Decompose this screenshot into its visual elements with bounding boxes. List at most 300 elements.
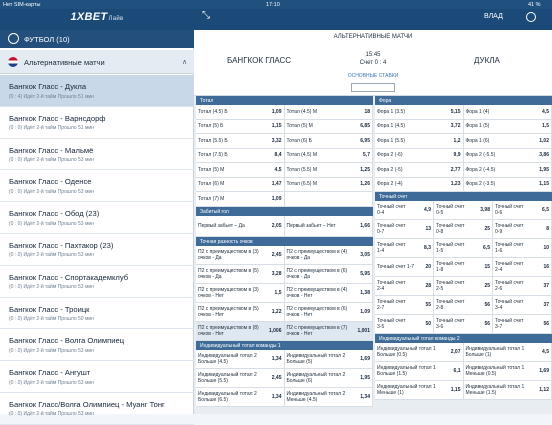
match-list (0, 75, 194, 425)
odds-row (375, 296, 552, 315)
odds-cell[interactable] (375, 163, 464, 177)
bet-name: Точный счет 3-7 (495, 318, 523, 330)
bet-coefficient: 3,32 (272, 138, 282, 144)
match-status: (0 : 4) Идёт 2-й тайм Прошло 51 мин (9, 94, 94, 100)
odds-cell[interactable] (375, 362, 464, 380)
flag-icon (8, 57, 18, 67)
match-title: Бангкок Гласс - Обод (23) (9, 209, 99, 218)
bet-coefficient: 5,95 (360, 271, 370, 277)
bet-coefficient: 1,02 (539, 138, 549, 144)
bet-coefficient: 1,5 (542, 123, 549, 129)
odds-row (196, 149, 373, 164)
bet-coefficient: 8,3 (424, 245, 431, 251)
bet-name: П2 с преимуществом в (8) очков - Нет (198, 325, 259, 337)
odds-cell[interactable] (464, 343, 552, 361)
odds-cell[interactable] (434, 220, 493, 238)
bet-name: Тотал (5) М (198, 167, 224, 173)
odds-cell[interactable] (464, 120, 552, 134)
user-name[interactable]: ВЛАД (484, 13, 503, 20)
bet-name: Тотал (4.5) Б (198, 109, 228, 115)
bet-name: Тотал (6.5) М (287, 181, 318, 187)
bet-name: П2 с преимуществом в (3) очков - Да (198, 249, 259, 261)
bet-name: Тотал (7.5) Б (198, 152, 228, 158)
bet-name: Фора 2 (-3.5) (466, 181, 496, 187)
team2-name: ДУКЛА (474, 56, 500, 65)
odds-cell[interactable] (196, 369, 285, 387)
odds-cell[interactable] (464, 362, 552, 380)
odds-cell[interactable] (434, 258, 493, 276)
logo-suffix: Лайв (108, 16, 123, 22)
bet-name: Точный счет 3-4 (495, 299, 523, 311)
odds-cell[interactable] (493, 277, 552, 295)
bet-coefficient: 37 (543, 302, 549, 308)
market-section-header[interactable]: Забитый гол (196, 207, 373, 216)
odds-cell[interactable] (493, 201, 552, 219)
sport-header[interactable] (0, 30, 194, 48)
odds-cell[interactable] (493, 315, 552, 333)
bet-coefficient: 2,77 (451, 167, 461, 173)
championship-header[interactable] (0, 50, 194, 74)
match-status: (0 : 0) Идёт 2-й тайм Прошло 53 мин (9, 189, 94, 195)
odds-row (375, 120, 552, 135)
odds-cell[interactable] (375, 178, 464, 192)
bet-coefficient: 16 (543, 264, 549, 270)
bet-coefficient: 9,9 (454, 152, 461, 158)
bet-name: Точный счет 2-4 (495, 261, 523, 273)
championship-label: Альтернативные матчи (24, 58, 105, 67)
odds-cell[interactable] (375, 381, 464, 399)
match-list-item[interactable] (0, 266, 194, 298)
bet-name: Тотал (5.5) М (287, 167, 318, 173)
bet-coefficient: 6,95 (360, 138, 370, 144)
bet-name: Фора 1 (5) (466, 123, 490, 129)
odds-cell[interactable] (196, 134, 285, 148)
bet-name: Фора 1 (4.5) (377, 123, 405, 129)
bet-name: Точный счет 1-7 (377, 264, 414, 270)
bet-name: П2 с преимуществом в (4) очков - Нет (287, 287, 348, 299)
odds-row (375, 178, 552, 193)
bet-name: Точный счет 2-8 (436, 299, 464, 311)
bet-coefficient: 3,98 (480, 207, 490, 213)
odds-cell[interactable] (375, 239, 434, 257)
bet-name: Индивидуальный тотал 2 Больше (6) (287, 372, 346, 384)
bet-name: Фора 1 (5.5) (377, 138, 405, 144)
market-section-header[interactable]: Точная разность очков (196, 237, 373, 246)
bet-coefficient: 1,23 (451, 181, 461, 187)
bet-coefficient: 50 (425, 321, 431, 327)
bet-name: Индивидуальный тотал 2 Меньше (4.5) (287, 391, 346, 403)
bet-name: Тотал (7) М (198, 196, 224, 202)
bet-name: Точный счет 2-7 (377, 299, 405, 311)
match-title: Бангкок Гласс - Оденсе (9, 177, 92, 186)
bet-name: Фора 1 (6) (466, 138, 490, 144)
odds-cell[interactable] (493, 220, 552, 238)
bet-coefficient: 1,47 (272, 181, 282, 187)
chevron-up-icon[interactable]: ∧ (182, 58, 187, 66)
odds-cell[interactable] (493, 258, 552, 276)
bet-coefficient: 1,26 (360, 181, 370, 187)
odds-cell[interactable] (285, 246, 374, 264)
bet-coefficient: 20 (425, 264, 431, 270)
bet-coefficient: 2,45 (272, 252, 282, 258)
odds-column-left (196, 96, 373, 407)
bet-name: Индивидуальный тотал 2 Больше (5.5) (198, 372, 257, 384)
bet-name: Точный счет 0-9 (495, 223, 523, 235)
odds-row (375, 149, 552, 164)
odds-cell[interactable] (196, 149, 285, 163)
match-title: Бангкок Гласс - Мальмё (9, 146, 93, 155)
bet-coefficient: 25 (484, 283, 490, 289)
bet-name: П2 с преимуществом в (5) очков - Да (198, 268, 259, 280)
bet-name: Первый забьет – Нет (287, 223, 336, 229)
bet-name: Точный счет 0-8 (436, 223, 464, 235)
bet-coefficient: 3,72 (451, 123, 461, 129)
bet-name: Тотал (6) М (198, 181, 224, 187)
odds-cell[interactable] (285, 350, 374, 368)
odds-row (196, 322, 373, 341)
odds-cell[interactable] (196, 163, 285, 177)
bet-name: П2 с преимуществом в (6) очков - Нет (287, 306, 348, 318)
odds-cell[interactable] (375, 343, 464, 361)
odds-cell[interactable] (464, 178, 552, 192)
bet-coefficient: 1,001 (357, 328, 370, 334)
bet-coefficient: 1,34 (360, 394, 370, 400)
bet-name: Точный счет 3-6 (436, 318, 464, 330)
odds-row (375, 220, 552, 239)
odds-cell[interactable] (375, 201, 434, 219)
odds-cell[interactable] (434, 239, 493, 257)
odds-cell[interactable] (464, 163, 552, 177)
bet-coefficient: 1,38 (360, 290, 370, 296)
odds-cell[interactable] (285, 216, 374, 236)
bet-name: Индивидуальный тотал 2 Больше (5) (287, 353, 346, 365)
odds-cell[interactable] (285, 134, 374, 148)
bet-name: П2 с преимуществом в (6) очков - Да (287, 268, 348, 280)
match-title: Бангкок Гласс - Пахтакор (23) (9, 241, 113, 250)
bet-name: П2 с преимуществом в (3) очков - Нет (198, 287, 259, 299)
odds-row (196, 192, 373, 207)
market-section-header[interactable]: Точный счет (375, 192, 552, 201)
bet-coefficient: 1,12 (539, 387, 549, 393)
bet-coefficient: 1,95 (360, 375, 370, 381)
odds-cell[interactable] (196, 303, 285, 321)
user-icon[interactable] (526, 12, 536, 22)
match-status: (0 : 0) Идёт 2-й тайм Прошло 51 мин (9, 125, 94, 131)
odds-cell[interactable] (375, 134, 464, 148)
odds-cell[interactable] (375, 296, 434, 314)
bet-coefficient: 2,45 (272, 375, 282, 381)
bet-coefficient: 6,85 (360, 123, 370, 129)
odds-column-right (375, 96, 552, 400)
bet-coefficient: 1,09 (272, 109, 282, 115)
bet-name: Тотал (5) М (287, 123, 313, 129)
carrier-label: Нет SIM-карты (3, 2, 41, 8)
bet-name: Точный счет 3-5 (377, 318, 405, 330)
bet-coefficient: 2,05 (272, 223, 282, 229)
bet-coefficient: 1,5 (275, 290, 282, 296)
bet-name: Индивидуальный тотал 1 Меньше (1) (377, 384, 436, 396)
logo-brand: 1XBET (71, 11, 108, 23)
app-logo (0, 11, 194, 23)
odds-grid (194, 96, 552, 414)
match-list-item[interactable] (0, 234, 194, 266)
bet-coefficient: 1,22 (272, 309, 282, 315)
odds-cell[interactable] (285, 322, 374, 340)
match-title: Бангкок Гласс - Дукла (9, 82, 86, 91)
bet-coefficient: 56 (484, 302, 490, 308)
odds-row (375, 277, 552, 296)
odds-cell[interactable] (196, 322, 285, 340)
bet-name: Фора 2 (-5.5) (466, 152, 496, 158)
match-header (194, 30, 552, 96)
match-title: Бангкок Гласс - Ангушт (9, 368, 90, 377)
odds-cell[interactable] (434, 315, 493, 333)
bet-coefficient: 1,25 (360, 167, 370, 173)
market-section-header[interactable]: Тотал (196, 96, 373, 105)
odds-cell[interactable] (285, 303, 374, 321)
bet-coefficient: 4,5 (542, 349, 549, 355)
bet-name: Точный счет 1-6 (495, 242, 523, 254)
odds-cell[interactable] (375, 149, 464, 163)
bet-coefficient: 1,2 (454, 138, 461, 144)
bet-name: Точный счет 2-6 (495, 280, 523, 292)
odds-cell[interactable] (196, 120, 285, 134)
bet-coefficient: 1,69 (360, 356, 370, 362)
bet-coefficient: 37 (543, 283, 549, 289)
match-status: (0 : 0) Идёт 2-й тайм Прошло 53 мин (9, 221, 94, 227)
odds-cell[interactable] (285, 369, 374, 387)
match-title: Бангкок Гласс - Варнсдорф (9, 114, 106, 123)
odds-cell[interactable] (285, 105, 374, 119)
match-list-item[interactable] (0, 298, 194, 330)
bet-coefficient: 1,15 (272, 123, 282, 129)
odds-cell[interactable] (375, 105, 464, 119)
odds-cell[interactable] (375, 315, 434, 333)
collapse-icon[interactable]: ⤡ (202, 10, 210, 21)
bet-coefficient: 56 (484, 321, 490, 327)
odds-cell[interactable] (196, 216, 285, 236)
odds-cell[interactable] (285, 149, 374, 163)
bet-coefficient: 8 (546, 226, 549, 232)
odds-cell[interactable] (285, 178, 374, 192)
odds-row (196, 120, 373, 135)
match-list-item[interactable] (0, 393, 194, 425)
odds-cell[interactable] (434, 277, 493, 295)
bet-name: Фора 2 (-6) (377, 152, 402, 158)
bet-coefficient: 25 (484, 226, 490, 232)
match-list-item[interactable] (0, 139, 194, 171)
bet-coefficient: 3,28 (272, 271, 282, 277)
odds-row (375, 105, 552, 120)
bet-name: Индивидуальный тотал 1 Меньше (1.5) (466, 384, 525, 396)
odds-cell[interactable] (285, 120, 374, 134)
match-list-item[interactable] (0, 202, 194, 234)
odds-row (196, 216, 373, 237)
football-icon (8, 33, 19, 44)
match-status: (0 : 0) Идёт 2-й тайм Прошло 53 мин (9, 411, 94, 417)
market-section-header[interactable]: Фора (375, 96, 552, 105)
odds-cell[interactable] (196, 105, 285, 119)
odds-cell (285, 192, 374, 206)
team1-name: БАНГКОК ГЛАСС (227, 56, 291, 65)
bet-coefficient: 1,34 (272, 356, 282, 362)
bet-coefficient: 56 (543, 321, 549, 327)
odds-cell[interactable] (196, 178, 285, 192)
bet-name: Точный счет 2-5 (436, 280, 464, 292)
bet-coefficient: 1,09 (360, 309, 370, 315)
bet-coefficient: 3,86 (539, 152, 549, 158)
bet-coefficient: 5,7 (363, 152, 370, 158)
bet-name: Тотал (4.5) М (287, 109, 318, 115)
bet-name: Точный счет 0-4 (377, 204, 405, 216)
odds-cell[interactable] (434, 296, 493, 314)
bet-name: Точный счет 0-6 (495, 204, 523, 216)
bet-name: Индивидуальный тотал 1 Больше (1.5) (377, 365, 436, 377)
bet-name: Точный счет 1-5 (436, 242, 464, 254)
match-title: Бангкок Гласс - Спортакадемклуб (9, 273, 128, 282)
bet-coefficient: 1,15 (451, 387, 461, 393)
match-list-item[interactable] (0, 361, 194, 393)
odds-cell[interactable] (285, 388, 374, 406)
odds-cell[interactable] (375, 277, 434, 295)
bet-name: Точный счет 1-4 (377, 242, 405, 254)
match-list-item[interactable] (0, 107, 194, 139)
bet-name: Фора 1 (3.5) (377, 109, 405, 115)
odds-row (196, 246, 373, 265)
odds-cell[interactable] (434, 201, 493, 219)
bet-coefficient: 6,1 (454, 368, 461, 374)
match-status: (0 : 0) Идёт 2-й тайм Прошло 50 мин (9, 316, 94, 322)
odds-cell[interactable] (196, 350, 285, 368)
bet-name: Фора 1 (4) (466, 109, 490, 115)
bet-name: Фора 2 (-4.5) (466, 167, 496, 173)
odds-row (375, 362, 552, 381)
odds-row (196, 284, 373, 303)
odds-cell[interactable] (493, 296, 552, 314)
bet-name: П2 с преимуществом в (5) очков - Нет (198, 306, 259, 318)
bet-name: Индивидуальный тотал 1 Меньше (0.5) (466, 365, 525, 377)
odds-row (196, 105, 373, 120)
odds-row (196, 303, 373, 322)
bet-coefficient: 1,95 (539, 167, 549, 173)
bet-name: Фора 2 (-4) (377, 181, 402, 187)
odds-cell[interactable] (196, 284, 285, 302)
bet-name: Тотал (4.5) М (287, 152, 318, 158)
bet-name: Фора 2 (-5) (377, 167, 402, 173)
match-status: (0 : 0) Идёт 2-й тайм Прошло 53 мин (9, 157, 94, 163)
odds-cell[interactable] (464, 149, 552, 163)
odds-row (375, 134, 552, 149)
odds-cell[interactable] (464, 105, 552, 119)
odds-cell[interactable] (285, 265, 374, 283)
bet-coefficient: 1,34 (272, 394, 282, 400)
match-list-item[interactable] (0, 170, 194, 202)
match-list-item[interactable] (0, 75, 194, 107)
match-status: (0 : 0) Идёт 2-й тайм Прошло 53 мин (9, 380, 94, 386)
odds-row (196, 163, 373, 178)
odds-cell[interactable] (375, 120, 464, 134)
match-score: Счет 0 : 4 (194, 60, 552, 66)
odds-row (196, 178, 373, 193)
odds-cell[interactable] (285, 163, 374, 177)
market-section-header[interactable]: Индивидуальный тотал команды 1 (196, 341, 373, 350)
match-title: Бангкок Гласс/Волга Олимпиец - Муанг Тонг (9, 400, 165, 409)
match-status: (0 : 0) Идёт 2-й тайм Прошло 53 мин (9, 284, 94, 290)
bet-coefficient: 3,05 (360, 252, 370, 258)
match-time: 15:45 (194, 52, 552, 58)
odds-cell[interactable] (464, 381, 552, 399)
bet-coefficient: 2,07 (451, 349, 461, 355)
tab-indicator (351, 83, 395, 92)
bet-coefficient: 1,006 (269, 328, 282, 334)
odds-row (196, 388, 373, 407)
left-panel (0, 0, 194, 414)
odds-cell[interactable] (493, 239, 552, 257)
match-title: Бангкок Гласс - Волга Олимпиец (9, 336, 124, 345)
battery-label: 41 % (528, 2, 541, 8)
bet-coefficient: 18 (364, 109, 370, 115)
odds-row (375, 163, 552, 178)
match-status: (0 : 0) Идёт 2-й тайм Прошло 53 мин (9, 252, 94, 258)
bet-coefficient: 28 (425, 283, 431, 289)
bet-name: Тотал (5) Б (198, 123, 223, 129)
odds-row (196, 134, 373, 149)
bet-coefficient: 4,5 (275, 167, 282, 173)
odds-row (196, 369, 373, 388)
bet-name: Первый забьет – Да (198, 223, 245, 229)
odds-row (375, 381, 552, 400)
odds-row (196, 350, 373, 369)
championship-title: АЛЬТЕРНАТИВНЫЕ МАТЧИ (194, 34, 552, 40)
odds-cell[interactable] (285, 284, 374, 302)
match-list-item[interactable] (0, 329, 194, 361)
bet-name: Точный счет 0-5 (436, 204, 464, 216)
odds-cell[interactable] (464, 134, 552, 148)
match-title: Бангкок Гласс - Троицк (9, 305, 90, 314)
odds-cell[interactable] (375, 258, 434, 276)
bet-name: Индивидуальный тотал 2 Больше (6.5) (198, 391, 257, 403)
status-bar (0, 0, 552, 9)
bet-name: Индивидуальный тотал 2 Больше (4.5) (198, 353, 257, 365)
bet-coefficient: 4,9 (424, 207, 431, 213)
bet-coefficient: 6,5 (483, 245, 490, 251)
match-status: (0 : 0) Идёт 2-й тайм Прошло 53 мин (9, 348, 94, 354)
odds-cell[interactable] (196, 388, 285, 406)
tab-main-bets[interactable]: ОСНОВНЫЕ СТАВКИ (194, 73, 552, 79)
odds-cell[interactable] (196, 265, 285, 283)
bet-coefficient: 5,15 (451, 109, 461, 115)
odds-cell[interactable] (196, 192, 285, 206)
odds-cell[interactable] (375, 220, 434, 238)
odds-row (375, 201, 552, 220)
bet-coefficient: 6,5 (542, 207, 549, 213)
bet-coefficient: 4,5 (542, 109, 549, 115)
bet-name: Точный счет 0-7 (377, 223, 405, 235)
bet-name: Точный счет 1-8 (436, 261, 464, 273)
market-section-header[interactable]: Индивидуальный тотал команды 2 (375, 334, 552, 343)
odds-cell[interactable] (196, 246, 285, 264)
bet-name: Индивидуальный тотал 1 Больше (0.5) (377, 346, 436, 358)
bet-coefficient: 55 (425, 302, 431, 308)
bet-name: Индивидуальный тотал 1 Больше (1) (466, 346, 525, 358)
odds-row (375, 239, 552, 258)
bet-name: П2 с преимуществом в (4) очков - Да (287, 249, 348, 261)
bet-coefficient: 15 (484, 264, 490, 270)
bet-name: Тотал (6) Б (287, 138, 312, 144)
bet-coefficient: 8,4 (275, 152, 282, 158)
bet-name: Точный счет 2-4 (377, 280, 405, 292)
bet-coefficient: 1,69 (539, 368, 549, 374)
